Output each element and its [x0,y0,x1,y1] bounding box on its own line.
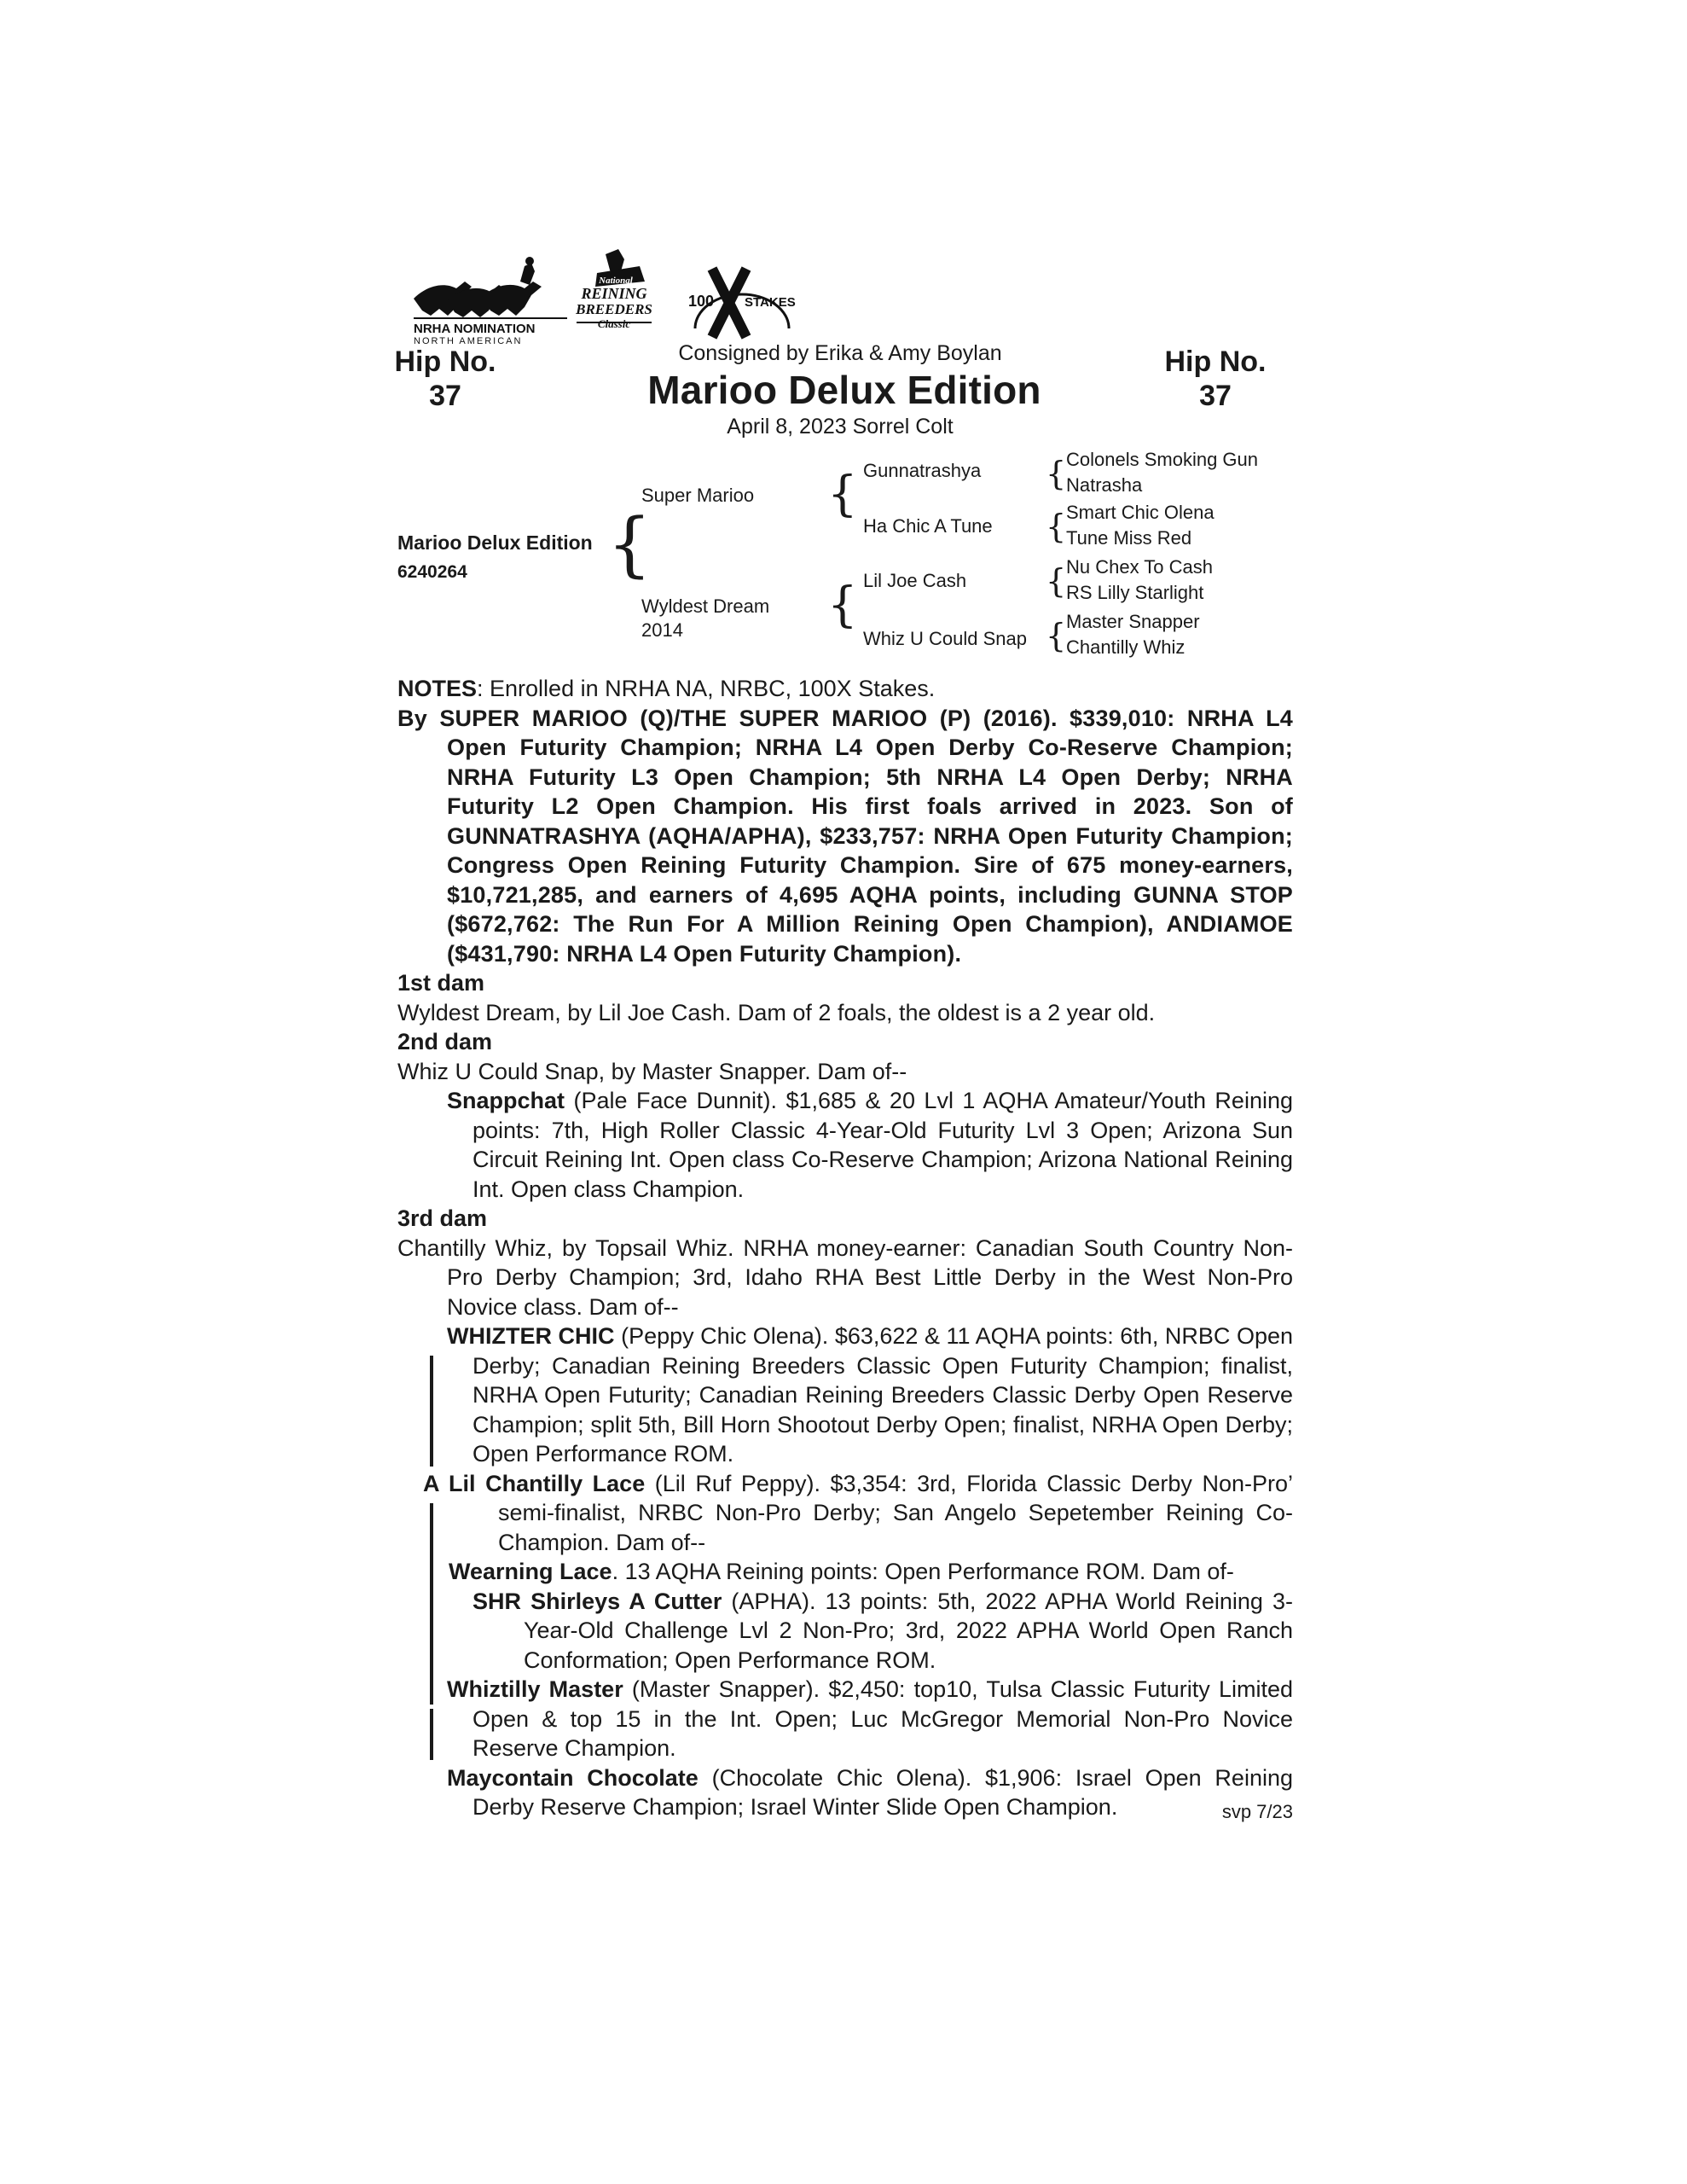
produce-record: . 13 AQHA Reining points: Open Performance ROM. Dam of- [612,1559,1234,1584]
produce-entry [397,1321,1293,1469]
produce-name: Wearning Lace [449,1559,612,1584]
hip-label: Hip No. [394,346,496,378]
notes-text: : Enrolled in NRHA NA, NRBC, 100X Stakes. [477,676,936,701]
produce-entry [397,1086,1293,1204]
brace-3: { [827,578,858,633]
produce-name: A Lil Chantilly Lace [423,1470,646,1496]
pedigree [0,0,1687,665]
sire-summary: By SUPER MARIOO (Q)/THE SUPER MARIOO (P) (2016). $339,010: NRHA L4 Open Futurity Champion; NRHA L4 Open Derby Co-Reserve Champion; NRHA Futurity L3 Open Champion; 5th NRHA L4 Open Derby; NRHA Futurity L2 Open Champion. His first foals arrived in 2023. Son of GUNNATRASHYA (AQHA/APHA), $233,757: NRHA Open Futurity Champion; Congress Open Reining Futurity Champion. Sire of 675 money-earners, $10,721,285, and earners of 4,695 AQHA points, including GUNNA STOP ($672,762: The Run For A Million Reining Open Champion), ANDIAMOE ($431,790: NRHA L4 Open Futurity Champion). [397,705,1293,967]
dam-sire: Lil Joe Cash [863,570,967,591]
foaling-info: April 8, 2023 Sorrel Colt [727,415,954,439]
sire: Super Marioo [641,485,755,506]
brace-2: { [827,467,858,522]
great-grand-produce-entry [397,1587,1293,1676]
hip-value: 37 [429,380,461,412]
produce-record: (Pale Face Dunnit). $1,685 & 20 Lvl 1 AQHA Amateur/Youth Reining points: 7th, High Roller Classic 4-Year-Old Futurity Lvl 3 Open; Arizona Sun Circuit Reining Int. Open class Co-Reserve Champion; Arizona National Reining Int. Open class Champion. [472,1088,1293,1202]
produce-record: (Lil Ruf Peppy). $3,354: 3rd, Florida Classic Derby Non-Pro’ semi-finalist, NRBC Non-Pro Derby; San Angelo Sepetember Reining Co-Champion. Dam of-- [498,1470,1293,1555]
produce-record: (Chocolate Chic Olena). $1,906: Israel Open Reining Derby Reserve Champion; Israel Winter Slide Open Champion. [472,1764,1293,1820]
produce-block-1 [397,1321,1293,1469]
produce-bar [430,1709,433,1760]
hip-label: Hip No. [1164,346,1267,378]
produce-record: (APHA). 13 points: 5th, 2022 APHA World Reining 3-Year-Old Challenge Lvl 2 Non-Pro; 3rd, 2022 APHA World Open Ranch Conformation; Open Performance ROM. [524,1588,1293,1673]
ancestor-1: Colonels Smoking Gun [1066,449,1259,470]
brace-4: { [1046,455,1067,492]
produce-block-2 [397,1469,1293,1676]
produce-bar [430,1356,433,1467]
svg-text:REINING: REINING [581,285,647,302]
produce-record: (Peppy Chic Olena). $63,622 & 11 AQHA points: 6th, NRBC Open Derby; Canadian Reining Breeders Classic Open Futurity Champion; finalist, NRHA Open Futurity; Canadian Reining Breeders Classic Derby Open Reserve Champion; split 5th, Bill Horn Shootout Derby Open; finalist, NRHA Open Derby; Open Performance ROM. [472,1323,1293,1467]
svg-text:Classic: Classic [597,317,631,330]
sire-sire: Gunnatrashya [863,460,982,481]
produce-entry [397,1675,1293,1763]
registration-number: 6240264 [397,562,467,582]
svg-text:NORTH AMERICAN: NORTH AMERICAN [414,336,523,346]
brace-7: { [1046,617,1067,654]
svg-text:BREEDERS: BREEDERS [576,301,652,317]
footer-code: svp 7/23 [1221,1801,1293,1822]
produce-name: WHIZTER CHIC [447,1323,615,1349]
ancestor-3: Smart Chic Olena [1066,502,1215,523]
svg-text:STAKES: STAKES [745,295,796,310]
sire-dam: Ha Chic A Tune [863,515,993,537]
second-dam-heading: 2nd dam [397,1029,493,1054]
pedigree-subject: Marioo Delux Edition [397,531,593,554]
notes [397,674,1293,704]
notes-label: NOTES [397,676,478,701]
ancestor-4: Tune Miss Red [1066,527,1192,549]
produce-entry [397,1763,1293,1822]
produce-name: Maycontain Chocolate [447,1764,699,1791]
svg-text:NRHA NOMINATION: NRHA NOMINATION [414,322,536,336]
consignor: Consigned by Erika & Amy Boylan [678,341,1002,365]
grand-produce-entry [397,1557,1293,1587]
ancestor-2: Natrasha [1066,474,1143,496]
third-dam-text: Chantilly Whiz, by Topsail Whiz. NRHA money-earner: Canadian South Country Non-Pro Derby Champion; 3rd, Idaho RHA Best Little Derby in the West Non-Pro Novice class. Dam of-- [397,1234,1293,1320]
dam-year: 2014 [641,619,683,641]
catalog-body [397,674,1293,1827]
produce-block-3 [397,1675,1293,1763]
second-dam-text: Whiz U Could Snap, by Master Snapper. Dam of-- [397,1058,907,1084]
ancestor-7: Master Snapper [1066,611,1200,632]
svg-text:100: 100 [688,293,715,310]
first-dam-heading: 1st dam [397,970,485,996]
horse-name: Marioo Delux Edition [647,368,1041,412]
first-dam-text: Wyldest Dream, by Lil Joe Cash. Dam of 2 foals, the oldest is a 2 year old. [397,999,1156,1025]
dam: Wyldest Dream [641,595,770,617]
brace-6: { [1046,562,1067,600]
dam-dam: Whiz U Could Snap [863,628,1027,649]
produce-name: Snappchat [447,1088,565,1113]
produce-entry [397,1469,1293,1558]
ancestor-8: Chantilly Whiz [1066,636,1186,658]
ancestor-6: RS Lilly Starlight [1066,582,1204,603]
brace-5: { [1046,508,1067,545]
hip-value: 37 [1199,380,1232,412]
third-dam-heading: 3rd dam [397,1205,488,1231]
produce-record: (Master Snapper). $2,450: top10, Tulsa Classic Futurity Limited Open & top 15 in the Int. Open; Luc McGregor Memorial Non-Pro Novice Reserve Champion. [472,1676,1293,1761]
brace-1: { [607,504,652,585]
produce-name: SHR Shirleys A Cutter [472,1588,722,1614]
svg-text:National: National [599,276,633,286]
produce-name: Whiztilly Master [447,1676,623,1702]
ancestor-5: Nu Chex To Cash [1066,556,1214,578]
